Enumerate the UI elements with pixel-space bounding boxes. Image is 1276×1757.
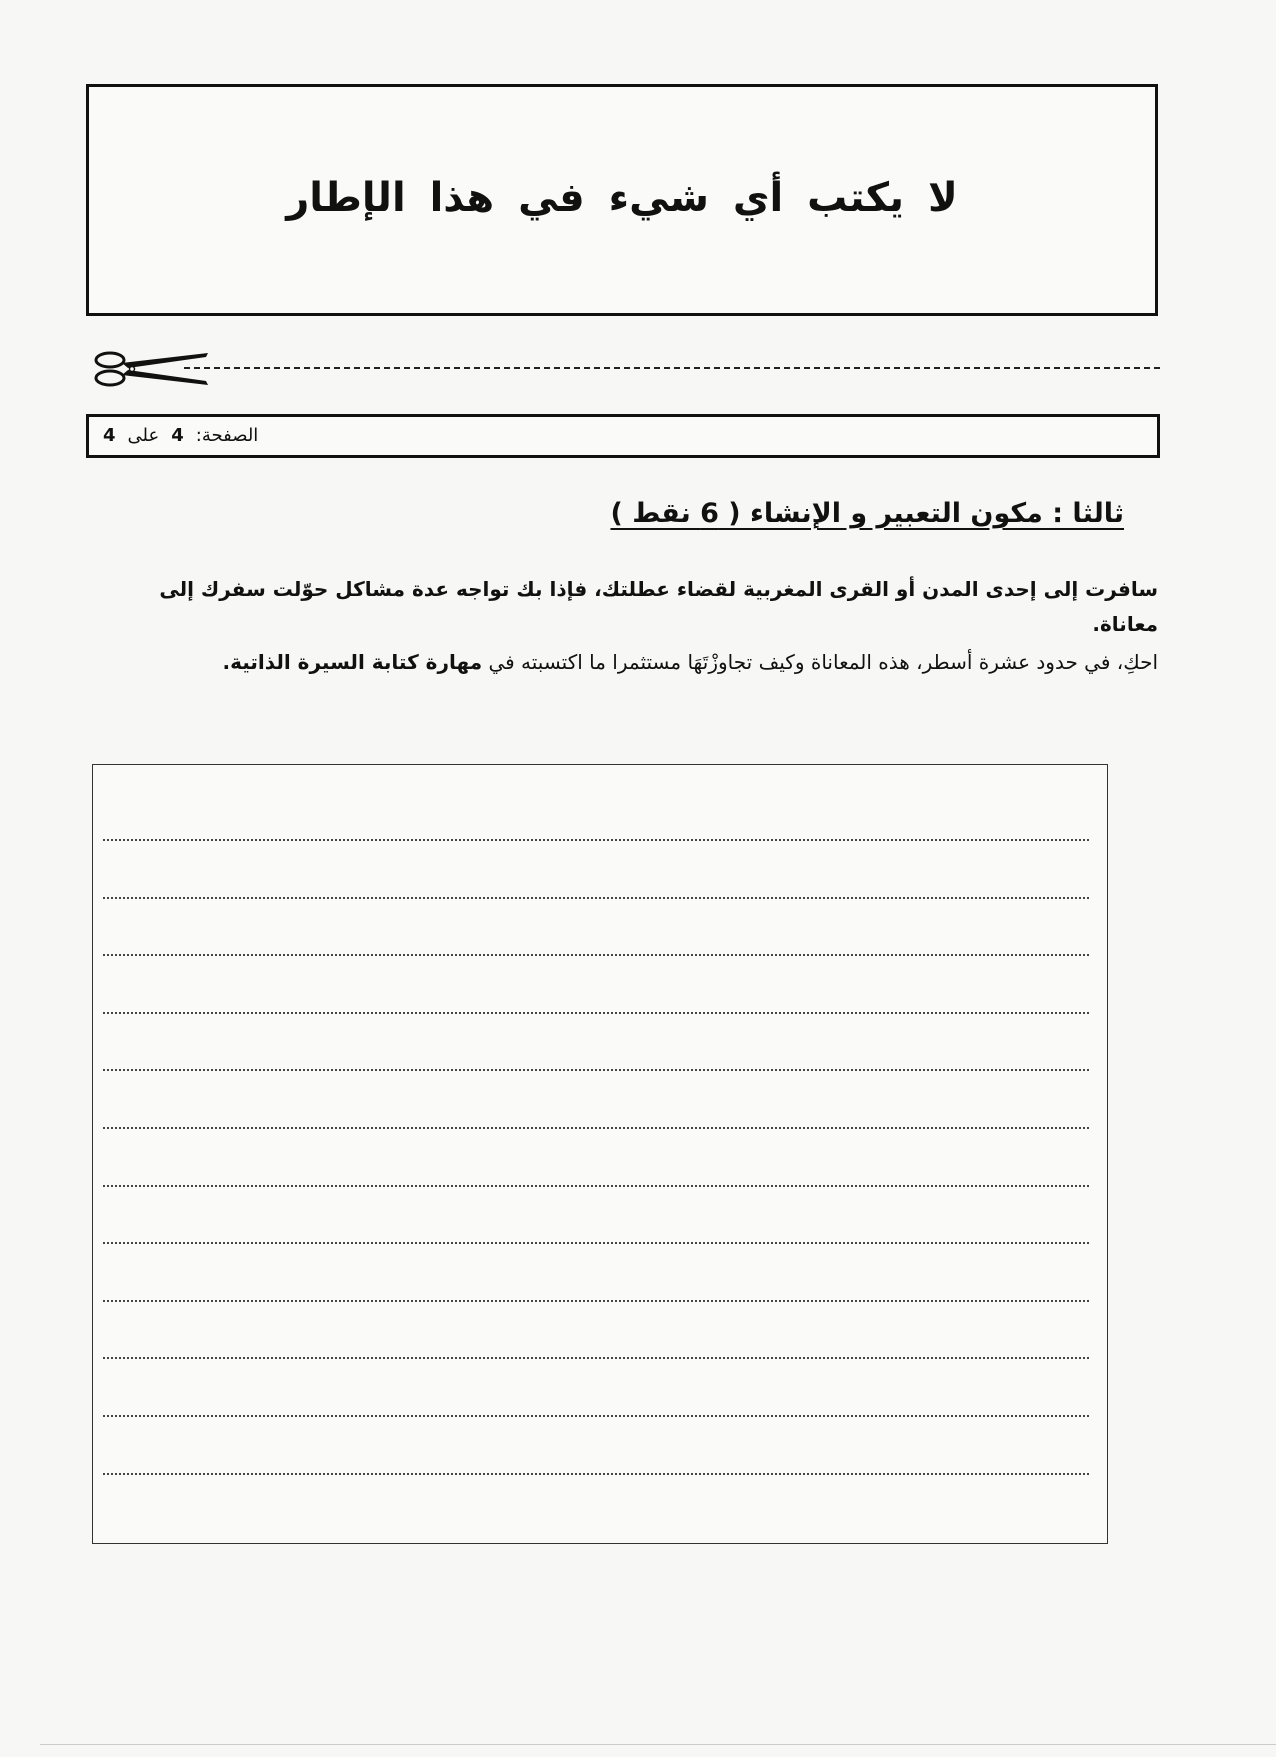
answer-line[interactable]	[103, 1185, 1089, 1187]
section-title: ثالثا : مكون التعبير و الإنشاء ( 6 نقط )	[610, 498, 1124, 529]
answer-line[interactable]	[103, 1357, 1089, 1359]
answer-line[interactable]	[103, 1069, 1089, 1071]
prompt-instruction-emphasis: مهارة كتابة السيرة الذاتية.	[222, 650, 483, 674]
answer-line[interactable]	[103, 839, 1089, 841]
scissors-icon	[88, 349, 218, 389]
prompt-paragraph-2	[110, 645, 1158, 680]
answer-line[interactable]	[103, 1012, 1089, 1014]
answer-line[interactable]	[103, 897, 1089, 899]
bottom-rule	[40, 1744, 1276, 1745]
page-bar	[86, 414, 1160, 458]
answer-line[interactable]	[103, 1242, 1089, 1244]
page-total: 4	[103, 425, 116, 446]
answer-line[interactable]	[103, 1300, 1089, 1302]
prompt-instruction: احكِ، في حدود عشرة أسطر، هذه المعاناة وكيف تجاوزْتَهَا مستثمرا ما اكتسبته في	[488, 650, 1158, 674]
page-label: الصفحة:	[195, 425, 259, 446]
page-current: 4	[171, 425, 184, 446]
prompt-paragraph-1: سافرت إلى إحدى المدن أو القرى المغربية لقضاء عطلتك، فإذا بك تواجه عدة مشاكل حوّلت سفرك إلى معاناة.	[159, 577, 1158, 636]
answer-line[interactable]	[103, 1127, 1089, 1129]
answer-line[interactable]	[103, 954, 1089, 956]
do-not-write-frame	[86, 84, 1158, 316]
cut-line	[88, 349, 1160, 389]
page-number	[103, 425, 258, 446]
answer-box[interactable]	[92, 764, 1108, 1544]
answer-line[interactable]	[103, 1415, 1089, 1417]
do-not-write-notice: لا يكتب أي شيء في هذا الإطار	[286, 175, 958, 221]
page-separator: على	[127, 425, 160, 446]
answer-line[interactable]	[103, 1473, 1089, 1475]
cut-dashed-line	[184, 367, 1160, 369]
